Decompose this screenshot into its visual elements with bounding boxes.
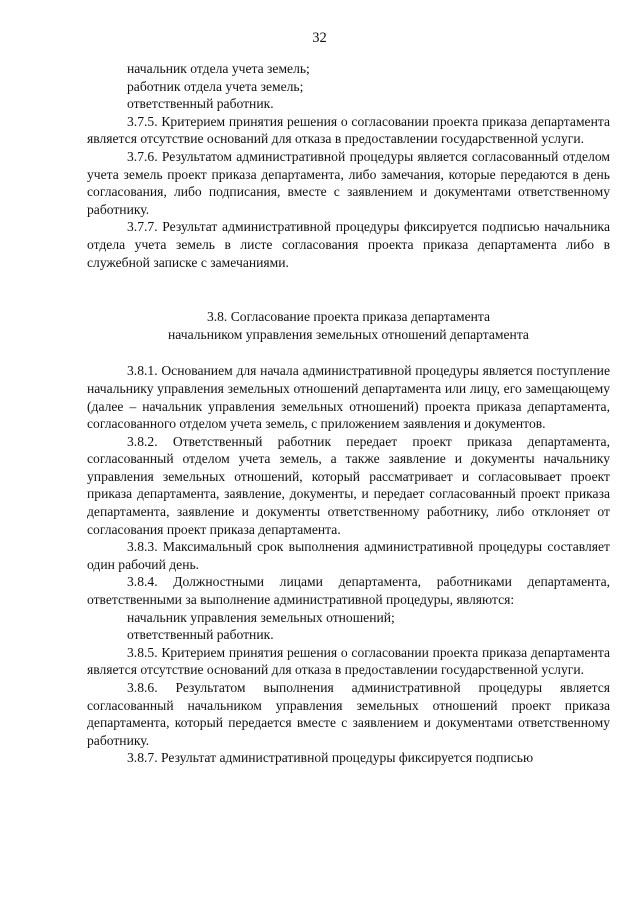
document-body bbox=[87, 60, 610, 767]
list-item: начальник управления земельных отношений; bbox=[127, 609, 395, 625]
paragraph-3-7-7: 3.7.7. Результат административной процедуры фиксируется подписью начальника отдела учета земель в листе согласования проекта приказа департамента либо в служебной записке с замечаниями. bbox=[87, 219, 610, 270]
page-number: 32 bbox=[312, 30, 327, 46]
section-heading-line: начальником управления земельных отношений департамента bbox=[168, 326, 529, 342]
list-item: ответственный работник. bbox=[127, 96, 274, 112]
paragraph-3-8-3: 3.8.3. Максимальный срок выполнения административной процедуры составляет один рабочий день. bbox=[87, 539, 610, 572]
paragraph-3-8-7: 3.8.7. Результат административной процедуры фиксируется подписью bbox=[127, 750, 534, 766]
paragraph-3-7-5: 3.7.5. Критерием принятия решения о согласовании проекта приказа департамента является отсутствие оснований для отказа в предоставлении государственной услуги. bbox=[87, 113, 610, 147]
list-item: работник отдела учета земель; bbox=[127, 78, 304, 94]
paragraph-3-7-6: 3.7.6. Результатом административной процедуры является согласованный отделом учета земель проект приказа департамента, либо замечания, которые передаются в день согласования, либо подписания, вместе с заявлением и документами ответственному работнику. bbox=[87, 148, 610, 217]
section-heading-line: 3.8. Согласование проекта приказа департамента bbox=[206, 309, 491, 325]
list-item: начальник отдела учета земель; bbox=[127, 61, 310, 76]
paragraph-3-8-6: 3.8.6. Результатом выполнения административной процедуры является согласованный начальником управления земельных отношений проект приказа департамента, который передается вместе с заявлением и документами ответственному работнику. bbox=[87, 680, 610, 748]
paragraph-3-8-2: 3.8.2. Ответственный работник передает проект приказа департамента, согласованный отделом учета земель, а также заявление и документы начальнику управления земельных отношений, который рассматривает и согласовывает проект приказа департамента, заявление, документы, и передает согласованный проект приказа департамента, заявление и документы ответственному работнику, либо отклоняет от согласования проект приказа департамента. bbox=[87, 433, 610, 537]
paragraph-3-8-1: 3.8.1. Основанием для начала административной процедуры является поступление начальнику управления земельных отношений департамента или лицу, его замещающему (далее – начальник управления земельных отношений) проекта приказа департамента, согласованного отделом учета земель, с приложением заявления и документов. bbox=[87, 363, 610, 432]
paragraph-3-8-4: 3.8.4. Должностными лицами департамента, работниками департамента, ответственными за выполнение административной процедуры, являются: bbox=[87, 574, 610, 608]
list-item: ответственный работник. bbox=[127, 627, 274, 643]
paragraph-3-8-5: 3.8.5. Критерием принятия решения о согласовании проекта приказа департамента является отсутствие оснований для отказа в предоставлении государственной услуги. bbox=[87, 644, 610, 678]
section-heading bbox=[87, 308, 610, 343]
